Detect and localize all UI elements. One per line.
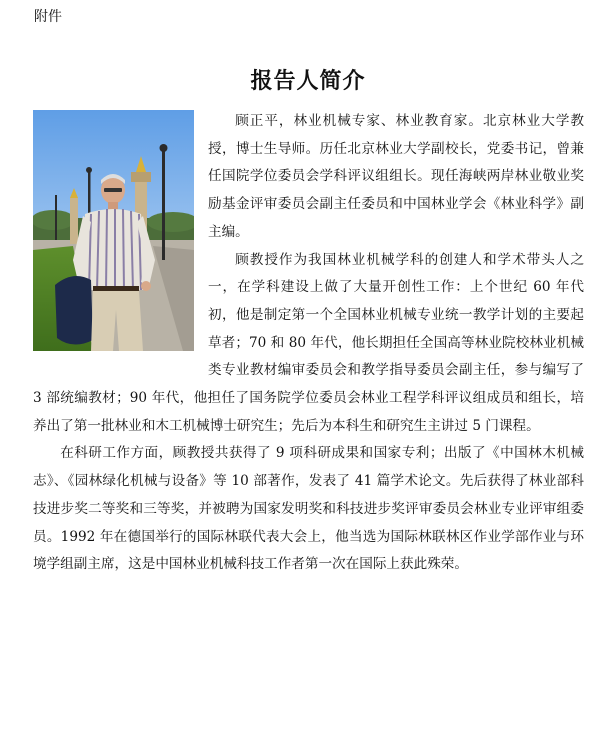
photo-spacer (33, 108, 208, 358)
bio-paragraph: 在科研工作方面，顾教授共获得了 9 项科研成果和国家专利；出版了《中国林木机械志》、《园林绿化机械与设备》等 10 部著作，发表了 41 篇学术论文。先后获得了林业部科技进步奖二等奖和三等奖，并被聘为国家发明奖和科技进步奖评审委员会林业专业评审组委员。1992 年在德国举行的国际林联代表大会上，他当选为国际林联林区作业学部作业与环境学组副主席，这是中国林业机械科技工作者第一次在国际上获此殊荣。 (33, 445, 584, 573)
attachment-label: 附件 (34, 9, 62, 25)
page-title: 报告人简介 (250, 69, 366, 94)
bio-text (33, 108, 584, 579)
bio-paragraph: 顾正平，林业机械专家、林业教育家。北京林业大学教授，博士生导师。历任北京林业大学副校长，党委书记，曾兼任国院学位委员会学科评议组组长。现任海峡两岸林业敬业奖励基金评审委员会副主任委员和中国林业学会《林业科学》副主编。 (208, 113, 584, 240)
bio-paragraph: 顾教授作为我国林业机械学科的创建人和学术带头人之一，在学科建设上做了大量开创性工作：上个世纪 60 年代初，他是制定第一个全国林业机械专业统一教学计划的主要起草者；70 和 80 年代，他长期担任全国高等林业院校林业机械类专业教材编审委员会和教学指导委员会副主任，参与编写了 3 部统编教材；90 年代，他担任了国务院学位委员会林业工程学科评议组成员和组长，培养出了第一批林业和木工机械博士研究生；先后为本科生和研究生主讲过 5 门课程。 (33, 251, 584, 434)
